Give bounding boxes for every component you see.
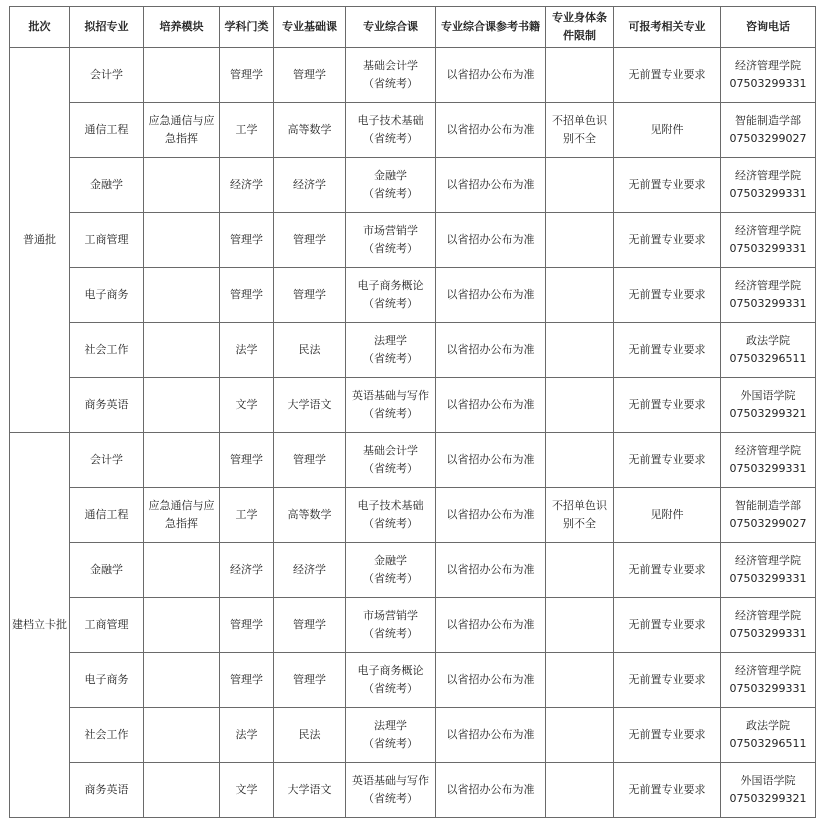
col-header-module: 培养模块 xyxy=(144,7,220,48)
physical-limit-cell xyxy=(546,213,614,268)
department-name: 政法学院 xyxy=(746,334,790,347)
phone-number: 07503299331 xyxy=(729,187,807,200)
course-name: 电子商务概论 xyxy=(357,279,424,292)
basic-course-cell: 管理学 xyxy=(274,653,346,708)
phone-cell xyxy=(721,213,816,268)
col-header-category: 学科门类 xyxy=(220,7,274,48)
physical-limit-cell xyxy=(546,433,614,488)
course-name: 电子商务概论 xyxy=(357,664,424,677)
physical-limit-cell xyxy=(546,763,614,818)
course-name: 金融学 xyxy=(374,554,407,567)
basic-course-cell: 大学语文 xyxy=(274,378,346,433)
phone-cell xyxy=(721,653,816,708)
exam-note: （省统考） xyxy=(363,792,418,805)
col-header-physical-limit: 专业身体条件限制 xyxy=(546,7,614,48)
exam-note: （省统考） xyxy=(363,682,418,695)
module-cell xyxy=(144,213,220,268)
module-cell xyxy=(144,653,220,708)
major-cell: 金融学 xyxy=(70,158,144,213)
exam-note: （省统考） xyxy=(363,242,418,255)
reference-books-cell: 以省招办公布为准 xyxy=(436,103,546,158)
phone-number: 07503299331 xyxy=(729,682,807,695)
table-row xyxy=(10,763,816,818)
col-header-phone: 咨询电话 xyxy=(721,7,816,48)
table-row xyxy=(10,488,816,543)
course-name: 市场营销学 xyxy=(363,609,418,622)
department-name: 经济管理学院 xyxy=(735,554,801,567)
phone-number: 07503299331 xyxy=(729,77,807,90)
related-majors-cell: 无前置专业要求 xyxy=(614,323,721,378)
reference-books-cell: 以省招办公布为准 xyxy=(436,488,546,543)
exam-note: （省统考） xyxy=(363,132,418,145)
phone-cell xyxy=(721,103,816,158)
col-header-basic-course: 专业基础课 xyxy=(274,7,346,48)
col-header-reference-books: 专业综合课参考书籍 xyxy=(436,7,546,48)
major-cell: 金融学 xyxy=(70,543,144,598)
phone-number: 07503299331 xyxy=(729,572,807,585)
basic-course-cell: 高等数学 xyxy=(274,103,346,158)
col-header-related-majors: 可报考相关专业 xyxy=(614,7,721,48)
phone-number: 07503299331 xyxy=(729,297,807,310)
department-name: 外国语学院 xyxy=(740,389,796,402)
table-row xyxy=(10,708,816,763)
major-cell: 商务英语 xyxy=(70,763,144,818)
module-cell xyxy=(144,763,220,818)
major-cell: 电子商务 xyxy=(70,268,144,323)
category-cell: 管理学 xyxy=(220,48,274,103)
reference-books-cell: 以省招办公布为准 xyxy=(436,433,546,488)
department-name: 政法学院 xyxy=(746,719,790,732)
department-name: 经济管理学院 xyxy=(735,169,801,182)
category-cell: 文学 xyxy=(220,763,274,818)
basic-course-cell: 管理学 xyxy=(274,48,346,103)
table-body xyxy=(10,48,816,818)
comprehensive-course-cell xyxy=(346,268,436,323)
table-row xyxy=(10,543,816,598)
department-name: 经济管理学院 xyxy=(735,224,801,237)
physical-limit-cell xyxy=(546,598,614,653)
basic-course-cell: 管理学 xyxy=(274,433,346,488)
course-name: 电子技术基础 xyxy=(357,499,424,512)
category-cell: 法学 xyxy=(220,323,274,378)
major-cell: 社会工作 xyxy=(70,323,144,378)
comprehensive-course-cell xyxy=(346,488,436,543)
module-cell xyxy=(144,433,220,488)
col-header-major: 拟招专业 xyxy=(70,7,144,48)
category-cell: 经济学 xyxy=(220,158,274,213)
physical-limit-cell: 不招单色识别不全 xyxy=(546,103,614,158)
table-row xyxy=(10,213,816,268)
department-name: 经济管理学院 xyxy=(735,664,801,677)
phone-number: 07503299027 xyxy=(729,132,807,145)
phone-number: 07503299331 xyxy=(729,627,807,640)
basic-course-cell: 大学语文 xyxy=(274,763,346,818)
module-cell xyxy=(144,708,220,763)
exam-note: （省统考） xyxy=(363,627,418,640)
major-cell: 商务英语 xyxy=(70,378,144,433)
department-name: 经济管理学院 xyxy=(735,279,801,292)
basic-course-cell: 管理学 xyxy=(274,268,346,323)
physical-limit-cell xyxy=(546,543,614,598)
table-row xyxy=(10,103,816,158)
physical-limit-cell xyxy=(546,48,614,103)
basic-course-cell: 民法 xyxy=(274,708,346,763)
basic-course-cell: 经济学 xyxy=(274,158,346,213)
module-cell: 应急通信与应急指挥 xyxy=(144,488,220,543)
basic-course-cell: 经济学 xyxy=(274,543,346,598)
category-cell: 管理学 xyxy=(220,213,274,268)
major-cell: 电子商务 xyxy=(70,653,144,708)
module-cell xyxy=(144,48,220,103)
module-cell xyxy=(144,158,220,213)
department-name: 智能制造学部 xyxy=(735,499,801,512)
course-name: 电子技术基础 xyxy=(357,114,424,127)
exam-note: （省统考） xyxy=(363,517,418,530)
course-name: 法理学 xyxy=(374,719,407,732)
category-cell: 管理学 xyxy=(220,433,274,488)
phone-cell xyxy=(721,158,816,213)
header-row xyxy=(10,7,816,48)
category-cell: 文学 xyxy=(220,378,274,433)
comprehensive-course-cell xyxy=(346,323,436,378)
related-majors-cell: 无前置专业要求 xyxy=(614,268,721,323)
table-row xyxy=(10,323,816,378)
col-header-comprehensive-course: 专业综合课 xyxy=(346,7,436,48)
phone-cell xyxy=(721,708,816,763)
batch-cell: 建档立卡批 xyxy=(10,433,70,818)
reference-books-cell: 以省招办公布为准 xyxy=(436,158,546,213)
col-header-batch: 批次 xyxy=(10,7,70,48)
module-cell xyxy=(144,378,220,433)
exam-note: （省统考） xyxy=(363,737,418,750)
course-name: 市场营销学 xyxy=(363,224,418,237)
reference-books-cell: 以省招办公布为准 xyxy=(436,653,546,708)
phone-cell xyxy=(721,763,816,818)
reference-books-cell: 以省招办公布为准 xyxy=(436,213,546,268)
major-cell: 会计学 xyxy=(70,433,144,488)
comprehensive-course-cell xyxy=(346,543,436,598)
major-cell: 通信工程 xyxy=(70,103,144,158)
reference-books-cell: 以省招办公布为准 xyxy=(436,268,546,323)
phone-number: 07503296511 xyxy=(729,352,807,365)
physical-limit-cell xyxy=(546,268,614,323)
table-row xyxy=(10,598,816,653)
reference-books-cell: 以省招办公布为准 xyxy=(436,543,546,598)
phone-cell xyxy=(721,323,816,378)
phone-cell xyxy=(721,433,816,488)
module-cell: 应急通信与应急指挥 xyxy=(144,103,220,158)
exam-note: （省统考） xyxy=(363,77,418,90)
reference-books-cell: 以省招办公布为准 xyxy=(436,763,546,818)
related-majors-cell: 无前置专业要求 xyxy=(614,213,721,268)
related-majors-cell: 无前置专业要求 xyxy=(614,653,721,708)
major-cell: 通信工程 xyxy=(70,488,144,543)
major-cell: 工商管理 xyxy=(70,598,144,653)
phone-cell xyxy=(721,268,816,323)
course-name: 基础会计学 xyxy=(363,59,418,72)
physical-limit-cell xyxy=(546,653,614,708)
comprehensive-course-cell xyxy=(346,708,436,763)
related-majors-cell: 无前置专业要求 xyxy=(614,158,721,213)
phone-cell xyxy=(721,488,816,543)
physical-limit-cell: 不招单色识别不全 xyxy=(546,488,614,543)
comprehensive-course-cell xyxy=(346,433,436,488)
comprehensive-course-cell xyxy=(346,378,436,433)
basic-course-cell: 民法 xyxy=(274,323,346,378)
phone-number: 07503299331 xyxy=(729,242,807,255)
related-majors-cell: 无前置专业要求 xyxy=(614,708,721,763)
category-cell: 管理学 xyxy=(220,268,274,323)
table-row xyxy=(10,378,816,433)
department-name: 经济管理学院 xyxy=(735,609,801,622)
basic-course-cell: 管理学 xyxy=(274,213,346,268)
phone-cell xyxy=(721,378,816,433)
reference-books-cell: 以省招办公布为准 xyxy=(436,708,546,763)
category-cell: 管理学 xyxy=(220,598,274,653)
related-majors-cell: 见附件 xyxy=(614,488,721,543)
reference-books-cell: 以省招办公布为准 xyxy=(436,48,546,103)
phone-cell xyxy=(721,543,816,598)
phone-cell xyxy=(721,48,816,103)
exam-note: （省统考） xyxy=(363,187,418,200)
phone-number: 07503296511 xyxy=(729,737,807,750)
exam-note: （省统考） xyxy=(363,462,418,475)
physical-limit-cell xyxy=(546,708,614,763)
phone-cell xyxy=(721,598,816,653)
category-cell: 工学 xyxy=(220,488,274,543)
phone-number: 07503299321 xyxy=(729,792,807,805)
related-majors-cell: 无前置专业要求 xyxy=(614,48,721,103)
table-row xyxy=(10,48,816,103)
batch-cell: 普通批 xyxy=(10,48,70,433)
reference-books-cell: 以省招办公布为准 xyxy=(436,323,546,378)
physical-limit-cell xyxy=(546,378,614,433)
table-row xyxy=(10,653,816,708)
physical-limit-cell xyxy=(546,158,614,213)
physical-limit-cell xyxy=(546,323,614,378)
comprehensive-course-cell xyxy=(346,48,436,103)
exam-note: （省统考） xyxy=(363,572,418,585)
department-name: 智能制造学部 xyxy=(735,114,801,127)
phone-number: 07503299331 xyxy=(729,462,807,475)
course-name: 金融学 xyxy=(374,169,407,182)
comprehensive-course-cell xyxy=(346,158,436,213)
category-cell: 管理学 xyxy=(220,653,274,708)
comprehensive-course-cell xyxy=(346,103,436,158)
exam-note: （省统考） xyxy=(363,352,418,365)
major-cell: 社会工作 xyxy=(70,708,144,763)
phone-number: 07503299027 xyxy=(729,517,807,530)
basic-course-cell: 高等数学 xyxy=(274,488,346,543)
module-cell xyxy=(144,598,220,653)
related-majors-cell: 无前置专业要求 xyxy=(614,378,721,433)
comprehensive-course-cell xyxy=(346,763,436,818)
category-cell: 经济学 xyxy=(220,543,274,598)
table-row xyxy=(10,268,816,323)
table-row xyxy=(10,158,816,213)
related-majors-cell: 无前置专业要求 xyxy=(614,543,721,598)
exam-note: （省统考） xyxy=(363,297,418,310)
category-cell: 工学 xyxy=(220,103,274,158)
course-name: 法理学 xyxy=(374,334,407,347)
course-name: 英语基础与写作 xyxy=(352,389,429,402)
category-cell: 法学 xyxy=(220,708,274,763)
reference-books-cell: 以省招办公布为准 xyxy=(436,598,546,653)
comprehensive-course-cell xyxy=(346,653,436,708)
related-majors-cell: 无前置专业要求 xyxy=(614,763,721,818)
related-majors-cell: 无前置专业要求 xyxy=(614,598,721,653)
phone-number: 07503299321 xyxy=(729,407,807,420)
course-name: 英语基础与写作 xyxy=(352,774,429,787)
major-cell: 会计学 xyxy=(70,48,144,103)
module-cell xyxy=(144,268,220,323)
basic-course-cell: 管理学 xyxy=(274,598,346,653)
department-name: 经济管理学院 xyxy=(735,444,801,457)
reference-books-cell: 以省招办公布为准 xyxy=(436,378,546,433)
module-cell xyxy=(144,323,220,378)
exam-note: （省统考） xyxy=(363,407,418,420)
related-majors-cell: 见附件 xyxy=(614,103,721,158)
module-cell xyxy=(144,543,220,598)
comprehensive-course-cell xyxy=(346,213,436,268)
department-name: 外国语学院 xyxy=(740,774,796,787)
department-name: 经济管理学院 xyxy=(735,59,801,72)
admission-table xyxy=(9,6,816,818)
table-row xyxy=(10,433,816,488)
course-name: 基础会计学 xyxy=(363,444,418,457)
related-majors-cell: 无前置专业要求 xyxy=(614,433,721,488)
major-cell: 工商管理 xyxy=(70,213,144,268)
comprehensive-course-cell xyxy=(346,598,436,653)
